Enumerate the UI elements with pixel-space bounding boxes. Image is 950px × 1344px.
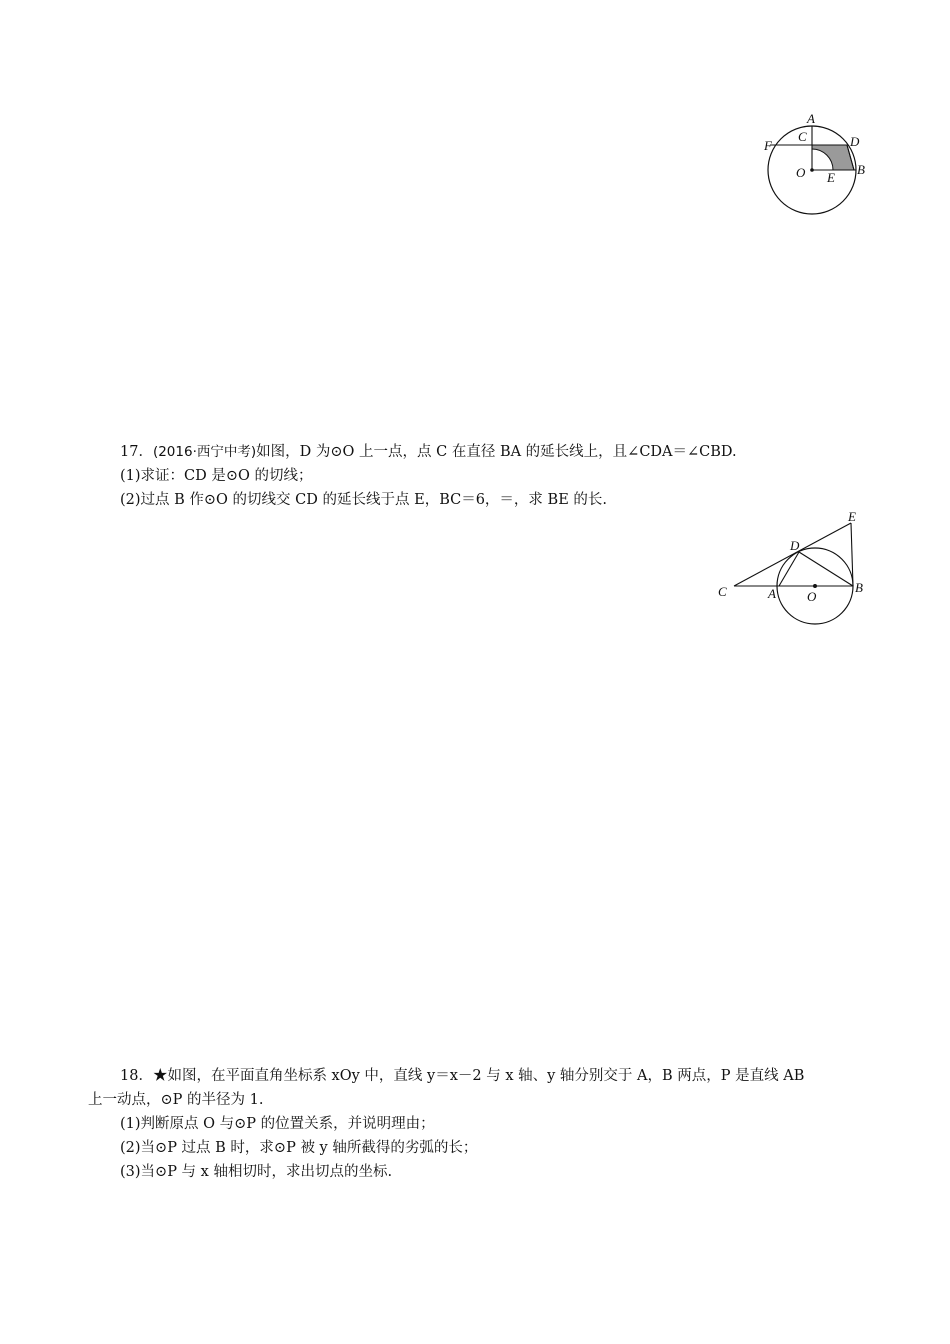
label-f: F	[764, 138, 772, 153]
label-b-2: B	[855, 580, 863, 595]
problem-17-part-1: (1)求证：CD 是⊙O 的切线；	[120, 468, 313, 484]
problem-18-stem-line-1	[88, 1064, 878, 1088]
problem-17-stem	[88, 440, 878, 464]
problem-17	[88, 440, 878, 512]
label-d-2: D	[790, 538, 800, 553]
problem-18-part-1: (1)判断原点 O 与⊙P 的位置关系，并说明理由；	[120, 1116, 435, 1132]
point-o	[810, 168, 814, 172]
label-e: E	[827, 170, 835, 185]
label-d: D	[850, 134, 860, 149]
label-c-2: C	[718, 584, 727, 599]
label-b: B	[857, 162, 865, 177]
figure-tangent	[712, 510, 872, 628]
star-icon: ★	[152, 1068, 168, 1084]
segment-ce	[734, 523, 851, 586]
problem-18-number: 18．	[120, 1068, 153, 1084]
label-o: O	[796, 165, 806, 180]
figure-circle-shaded	[756, 108, 876, 220]
problem-17-stem-text: 如图，D 为⊙O 上一点，点 C 在直径 BA 的延长线上，且∠CDA＝∠CBD.	[256, 444, 737, 460]
problem-18-part-3: (3)当⊙P 与 x 轴相切时，求出切点的坐标.	[120, 1164, 393, 1180]
label-a-2: A	[768, 586, 776, 601]
label-e-2: E	[848, 510, 856, 524]
problem-17-number: 17．	[120, 444, 153, 460]
segment-db-2	[799, 552, 853, 586]
segment-da	[779, 552, 799, 586]
problem-18-stem-text-1: 如图，在平面直角坐标系 xOy 中，直线 y＝x－2 与 x 轴、y 轴分别交于 A，B 两点，P 是直线 AB	[167, 1068, 805, 1084]
point-o-2	[813, 584, 817, 588]
problem-18-stem-line-2: 上一动点，⊙P 的半径为 1.	[88, 1092, 264, 1108]
problem-17-source: (2016·西宁中考)	[152, 444, 257, 460]
label-c: C	[798, 129, 807, 144]
problem-17-part-2: (2)过点 B 作⊙O 的切线交 CD 的延长线于点 E，BC＝6，＝，求 BE 的长.	[120, 492, 608, 508]
label-a: A	[807, 111, 815, 126]
problem-18	[88, 1064, 878, 1184]
label-o-2: O	[807, 589, 817, 604]
problem-18-part-2: (2)当⊙P 过点 B 时，求⊙P 被 y 轴所截得的劣弧的长；	[120, 1140, 478, 1156]
